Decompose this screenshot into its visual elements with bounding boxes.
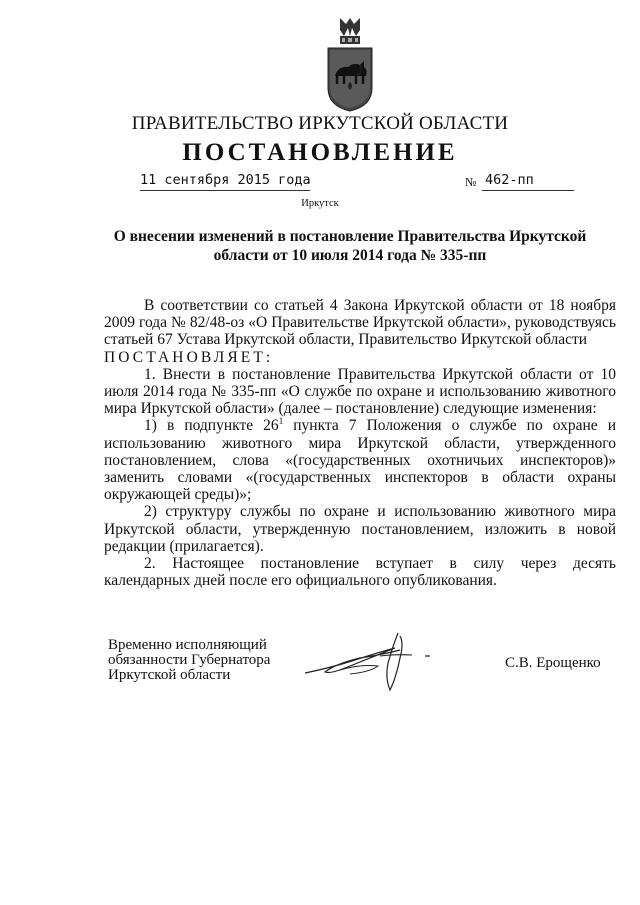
position-line-3: Иркутской области [108,667,231,683]
number-sign: № [465,175,477,189]
number-underline [482,190,574,191]
item-1-2-paragraph: 2) структуру службы по охране и использованию животного мира Иркутской области, утвержденную постановлением, изложить в новой редакции (прилагается). [104,503,616,555]
signatory-position [108,638,270,683]
document-type: ПОСТАНОВЛЕНИЕ [182,139,458,166]
superscript-index: 1 [278,416,284,427]
date-underline [140,190,310,191]
item-1-1-text-b: пункта 7 Положения о службе по охране и использованию животного мира Иркутской области, утвержденного постановлением, слова «(государственных охотничьих инспекторов)» заменить словами «(государственных инспекторов в области охраны окружающей среды)»; [104,417,616,504]
city-name: Иркутск [301,198,339,209]
government-name: ПРАВИТЕЛЬСТВО ИРКУТСКОЙ ОБЛАСТИ [131,113,509,134]
item-1-1-paragraph [104,417,616,503]
document-number: 462-пп [485,172,534,188]
position-line-1: Временно исполняющий [108,637,267,653]
item-2-paragraph: 2. Настоящее постановление вступает в силу через десять календарных дней после его официального опубликования. [104,555,616,590]
document-title: О внесении изменений в постановление Правительства Иркутской области от 10 июля 2014 года № 335-пп [113,228,587,264]
preamble-paragraph: В соответствии со статьей 4 Закона Иркутской области от 18 ноября 2009 года № 82/48-оз «О Правительстве Иркутской области», руководствуясь статьей 67 Устава Иркутской области, Правительство Иркутской области [104,297,616,349]
resolves-heading: ПОСТАНОВЛЯЕТ: [104,348,274,366]
signatory-name: С.В. Ерощенко [505,655,601,671]
coat-of-arms-icon [320,18,380,112]
item-1-paragraph: 1. Внести в постановление Правительства Иркутской области от 10 июля 2014 года № 335-пп «О службе по охране и использованию животного мира Иркутской области» (далее – постановление) следующие изменения: [104,365,616,418]
handwritten-signature-icon [300,628,440,694]
item-1-1-text-a: 1) в подпункте 26 [144,417,279,435]
document-body [104,297,616,589]
position-line-2: обязанности Губернатора [108,652,271,668]
document-date: 11 сентября 2015 года [140,172,311,188]
